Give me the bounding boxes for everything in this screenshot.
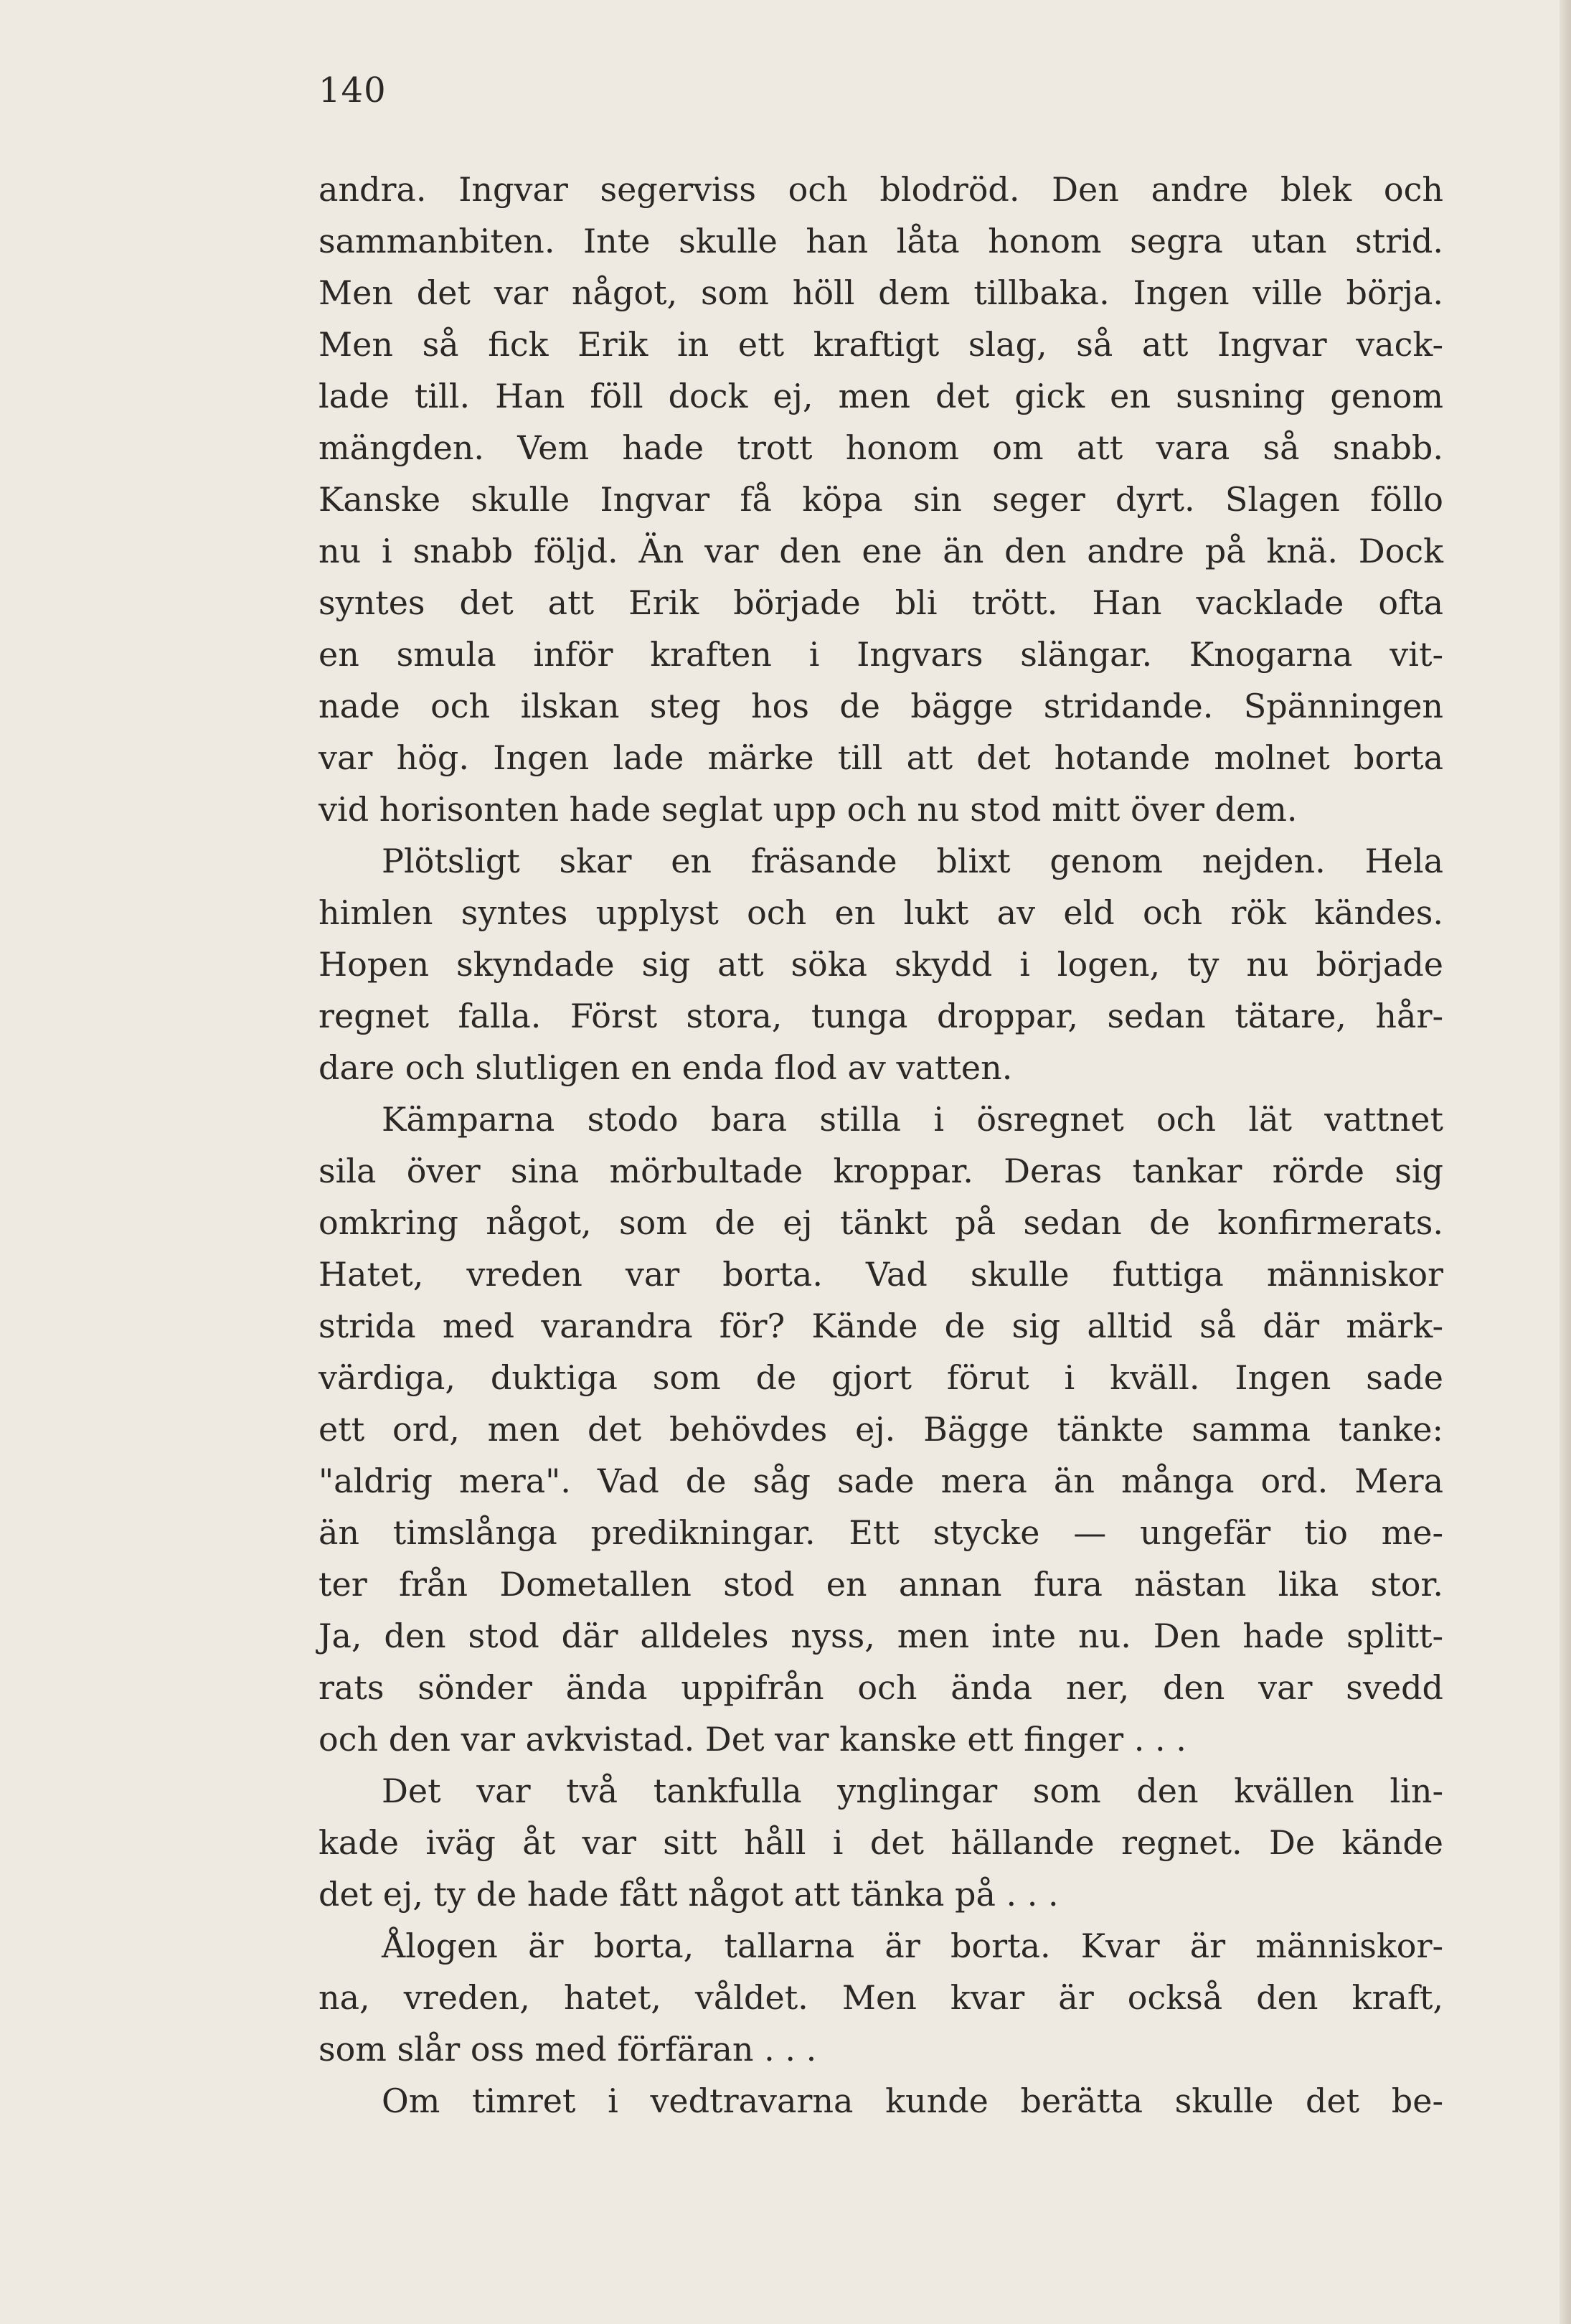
text-line: värdiga, duktiga som de gjort förut i kväll. Ingen sade xyxy=(319,1358,1443,1397)
text-line: syntes det att Erik började bli trött. Han vacklade ofta xyxy=(319,583,1443,622)
text-line: "aldrig mera". Vad de såg sade mera än många ord. Mera xyxy=(319,1462,1443,1500)
text-line: sammanbiten. Inte skulle han låta honom segra utan strid. xyxy=(319,222,1443,260)
text-line: ter från Dometallen stod en annan fura nästan lika stor. xyxy=(319,1565,1443,1604)
text-line: mängden. Vem hade trott honom om att vara så snabb. xyxy=(319,428,1443,467)
text-line: Men det var något, som höll dem tillbaka. Ingen ville börja. xyxy=(319,273,1443,312)
text-line: Hopen skyndade sig att söka skydd i logen, ty nu började xyxy=(319,945,1443,984)
text-line: Det var två tankfulla ynglingar som den kvällen lin- xyxy=(382,1772,1443,1810)
text-line: som slår oss med förfäran . . . xyxy=(319,2030,817,2069)
text-line: na, vreden, hatet, våldet. Men kvar är också den kraft, xyxy=(319,1978,1443,2017)
text-line: lade till. Han föll dock ej, men det gick en susning genom xyxy=(319,377,1443,415)
text-line: Hatet, vreden var borta. Vad skulle futtiga människor xyxy=(319,1255,1443,1294)
text-line: Kanske skulle Ingvar få köpa sin seger dyrt. Slagen föllo xyxy=(319,480,1443,519)
text-line: kade iväg åt var sitt håll i det hällande regnet. De kände xyxy=(319,1823,1443,1862)
text-line: Kämparna stodo bara stilla i ösregnet och lät vattnet xyxy=(382,1100,1443,1139)
text-line: Om timret i vedtravarna kunde berätta skulle det be- xyxy=(382,2081,1443,2120)
text-line: var hög. Ingen lade märke till att det hotande molnet borta xyxy=(319,738,1443,777)
text-line: nu i snabb följd. Än var den ene än den andre på knä. Dock xyxy=(319,532,1443,570)
text-line: och den var avkvistad. Det var kanske ett finger . . . xyxy=(319,1720,1186,1759)
text-line: Ja, den stod där alldeles nyss, men inte nu. Den hade splitt- xyxy=(319,1617,1443,1655)
text-line: regnet falla. Först stora, tunga droppar, sedan tätare, hår- xyxy=(319,997,1443,1035)
text-line: rats sönder ända uppifrån och ända ner, den var svedd xyxy=(319,1668,1443,1707)
text-line: än timslånga predikningar. Ett stycke — ungefär tio me- xyxy=(319,1513,1443,1552)
text-line: sila över sina mörbultade kroppar. Deras tankar rörde sig xyxy=(319,1152,1443,1190)
text-line: Men så fick Erik in ett kraftigt slag, så att Ingvar vack- xyxy=(319,325,1443,364)
text-line: dare och slutligen en enda flod av vatten. xyxy=(319,1048,1013,1087)
text-line: Ålogen är borta, tallarna är borta. Kvar är människor- xyxy=(382,1927,1443,1965)
text-line: nade och ilskan steg hos de bägge stridande. Spänningen xyxy=(319,687,1443,725)
text-line: Plötsligt skar en fräsande blixt genom nejden. Hela xyxy=(382,842,1443,880)
text-line: vid horisonten hade seglat upp och nu stod mitt över dem. xyxy=(319,790,1298,829)
text-line: himlen syntes upplyst och en lukt av eld och rök kändes. xyxy=(319,893,1443,932)
text-line: ett ord, men det behövdes ej. Bägge tänkte samma tanke: xyxy=(319,1410,1443,1449)
body-text xyxy=(319,164,1443,2127)
page-edge-shadow xyxy=(1560,0,1571,2324)
text-line: strida med varandra för? Kände de sig alltid så där märk- xyxy=(319,1307,1443,1345)
text-line: en smula inför kraften i Ingvars slängar. Knogarna vit- xyxy=(319,635,1443,674)
page-number: 140 xyxy=(319,70,387,110)
text-line: andra. Ingvar segerviss och blodröd. Den andre blek och xyxy=(319,170,1443,209)
text-line: det ej, ty de hade fått något att tänka på . . . xyxy=(319,1875,1059,1914)
text-line: omkring något, som de ej tänkt på sedan de konfirmerats. xyxy=(319,1203,1443,1242)
